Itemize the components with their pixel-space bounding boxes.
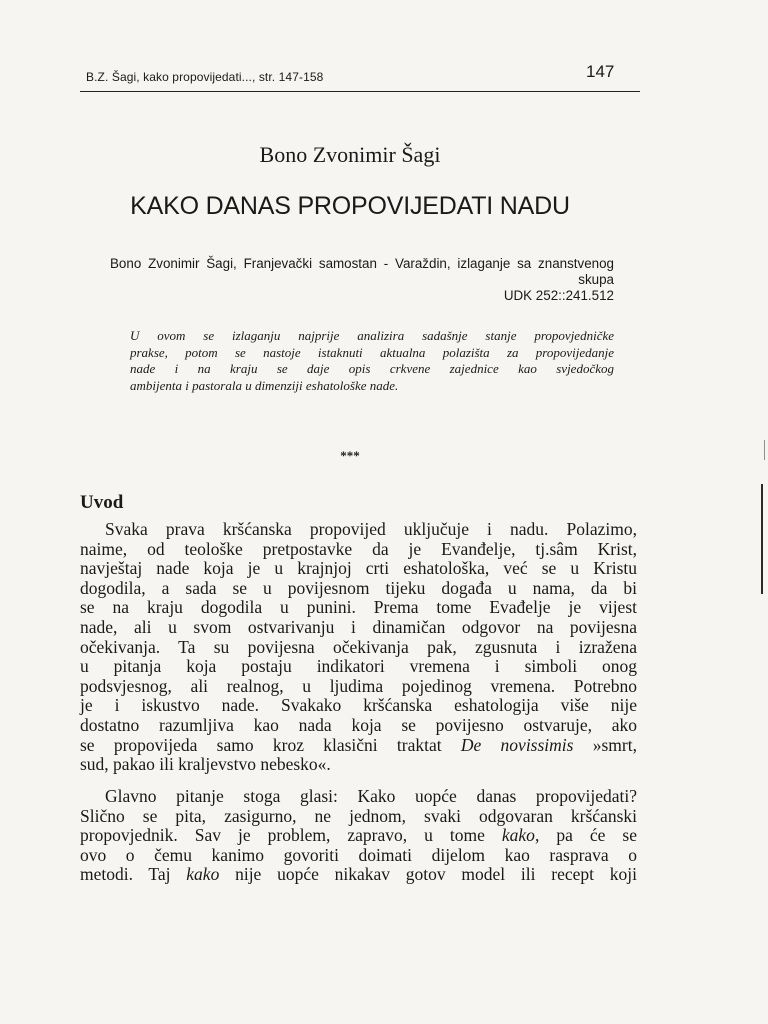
italic-term: De novissimis [460, 734, 574, 755]
text-line-with-italic [80, 826, 637, 846]
text-line: u pitanja koja postaju indikatori vremena i simboli onog [80, 656, 637, 677]
running-head: B.Z. Šagi, kako propovijedati..., str. 147-158 [86, 70, 324, 84]
header-rule [80, 91, 640, 92]
section-heading: Uvod [80, 492, 124, 513]
abstract-line: nade i na kraju se daje opis crkvene zajednice kao svjedočkog [130, 361, 614, 376]
text-segment: se propovijeda samo kroz klasični traktat [80, 734, 461, 755]
text-line: dogodila, a sada se u povijesnom tijeku događa u nama, da bi [80, 577, 637, 598]
text-line: Svaka prava kršćanska propovijed uključuje i nadu. Polazimo, [105, 519, 637, 539]
text-line: naime, od teološke pretpostavke da je Evanđelje, tj.sâm Krist, [80, 538, 637, 559]
text-line: očekivanja. Ta su povijesna očekivanja pak, zgusnuta i izražena [80, 636, 637, 657]
paragraph-2 [80, 787, 637, 885]
abstract-line: prakse, potom se nastoje istaknuti aktualna polazišta za propovijedanje [130, 344, 614, 360]
text-line-with-italic [80, 736, 637, 756]
text-segment: metodi. Taj [80, 864, 187, 885]
scan-artifact [761, 484, 763, 594]
text-line: navještaj nade koja je u krajnjoj crti eshatološka, već se u Kristu [80, 558, 637, 579]
text-line: nade, ali u svom ostvarivanju i dinamičan odgovor na povijesna [80, 616, 637, 637]
text-segment: , pa će se [534, 825, 637, 846]
text-line: dostatno razumljiva kao nada koja se povijesno ostvaruje, ako [80, 714, 637, 735]
text-line: Glavno pitanje stoga glasi: Kako uopće danas propovijedati? [105, 786, 637, 806]
text-segment: »smrt, [573, 734, 637, 755]
paragraph-1 [80, 520, 637, 775]
scan-artifact [764, 440, 765, 460]
abstract [130, 328, 614, 394]
text-line: ovo o čemu kanimo govoriti doimati dijelom kao rasprava o [80, 844, 637, 865]
author-name: Bono Zvonimir Šagi [259, 142, 441, 167]
udk-code: UDK 252::241.512 [503, 288, 614, 303]
abstract-line: U ovom se izlaganju najprije analizira sadašnje stanje propovjedničke [130, 328, 614, 343]
section-separator: *** [340, 448, 360, 463]
author-affiliation: Bono Zvonimir Šagi, Franjevački samostan - Varaždin, izlaganje sa znanstvenog skupa [110, 256, 614, 287]
text-segment: propovjednik. Sav je problem, zapravo, u tome [80, 825, 502, 846]
abstract-line: ambijenta i pastorala u dimenziji eshatološke nade. [130, 377, 399, 393]
text-line: Slično se pita, zasigurno, ne jednom, svaki odgovaran kršćanski [80, 805, 637, 826]
text-line: podsvjesnog, ali realnog, u ljudima pojedinog vremena. Potrebno [80, 675, 637, 696]
page-number: 147 [586, 62, 615, 81]
text-line: sud, pakao ili kraljevstvo nebesko«. [80, 754, 331, 775]
italic-term: kako [186, 864, 220, 885]
italic-term: kako [501, 825, 535, 846]
text-line-with-italic [80, 865, 637, 885]
article-title: KAKO DANAS PROPOVIJEDATI NADU [130, 192, 570, 220]
text-line: se na kraju dogodila u punini. Prema tome Evađelje je vijest [80, 597, 637, 618]
text-segment: nije uopće nikakav gotov model ili recept koji [219, 864, 637, 885]
text-line: je i iskustvo nade. Svakako kršćanska eshatologija više nije [80, 695, 637, 716]
